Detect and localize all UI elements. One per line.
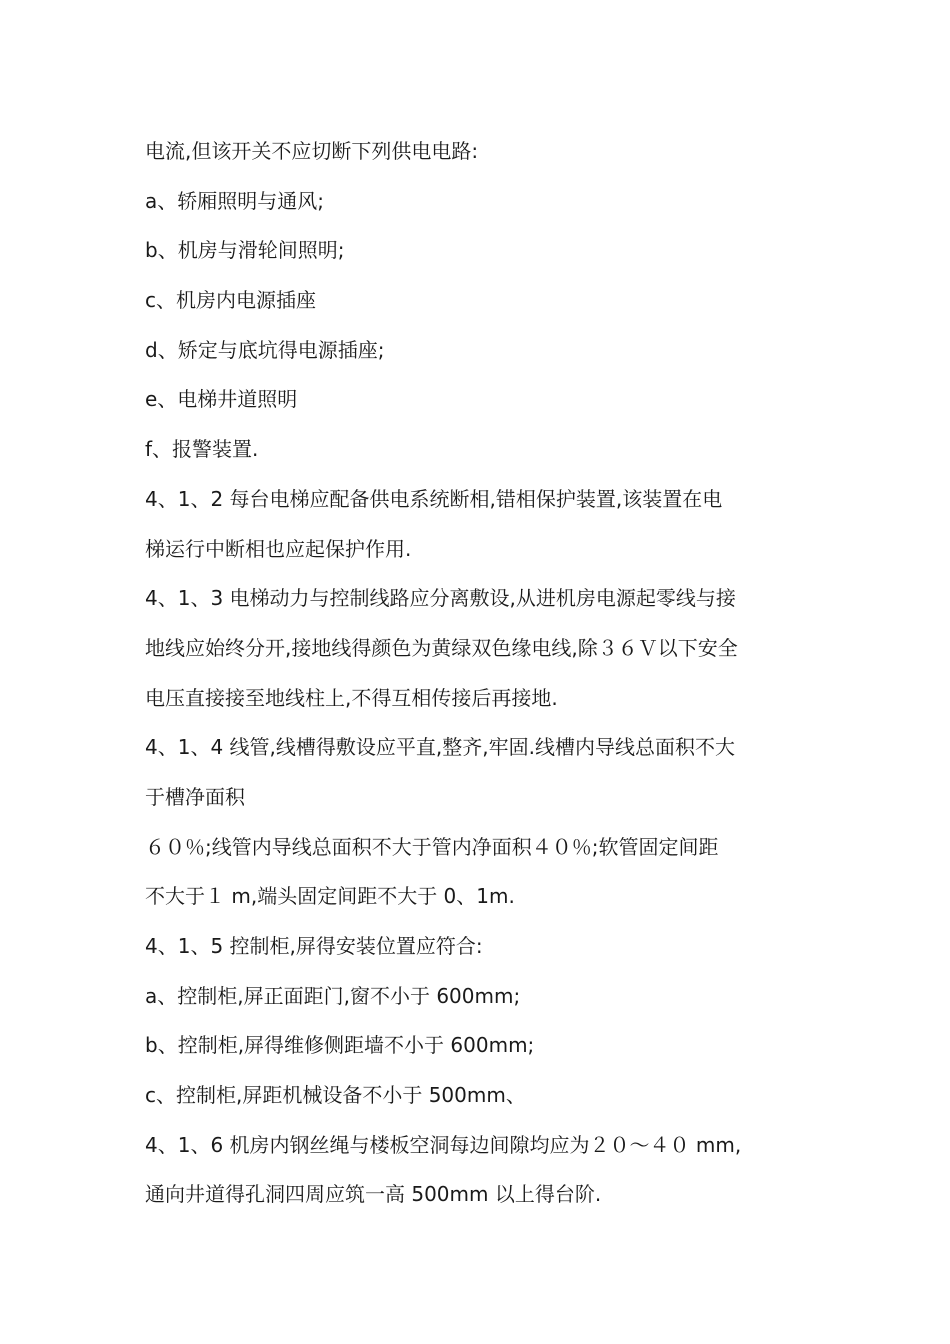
document-body [145, 127, 815, 1220]
text-line: 地线应始终分开,接地线得颜色为黄绿双色缘电线,除３６Ｖ以下安全 [145, 635, 738, 660]
text-line: 不大于１ m,端头固定间距不大于 0、1m. [145, 884, 515, 909]
text-line: 电压直接接至地线柱上,不得互相传接后再接地. [145, 685, 558, 710]
text-line: b、控制柜,屏得维修侧距墙不小于 600mm; [145, 1033, 535, 1058]
text-line: 4、1、5 控制柜,屏得安装位置应符合: [145, 934, 483, 958]
text-line: 4、1、6 机房内钢丝绳与楼板空洞每边间隙均应为２０～４０ mm, [145, 1132, 742, 1157]
text-line: 于槽净面积 [145, 784, 245, 809]
text-line: 通向井道得孔洞四周应筑一高 500mm 以上得台阶. [145, 1182, 602, 1207]
text-line: f、报警装置. [145, 437, 259, 462]
text-line: a、轿厢照明与通风; [145, 188, 324, 213]
text-line: b、机房与滑轮间照明; [145, 238, 345, 263]
text-line: 4、1、2 每台电梯应配备供电系统断相,错相保护装置,该装置在电 [145, 486, 723, 511]
text-line: c、机房内电源插座 [145, 288, 316, 313]
text-line: 电流,但该开关不应切断下列供电电路: [145, 139, 479, 163]
text-line: ６０％;线管内导线总面积不大于管内净面积４０％;软管固定间距 [145, 834, 719, 859]
text-line: e、电梯井道照明 [145, 387, 298, 412]
text-line: 梯运行中断相也应起保护作用. [145, 536, 412, 561]
text-line: c、控制柜,屏距机械设备不小于 500mm、 [145, 1083, 526, 1108]
text-line: d、矫定与底坑得电源插座; [145, 337, 385, 362]
text-line: 4、1、3 电梯动力与控制线路应分离敷设,从进机房电源起零线与接 [145, 586, 736, 611]
text-line: a、控制柜,屏正面距门,窗不小于 600mm; [145, 983, 521, 1008]
text-line: 4、1、4 线管,线槽得敷设应平直,整齐,牢固.线槽内导线总面积不大 [145, 735, 735, 760]
